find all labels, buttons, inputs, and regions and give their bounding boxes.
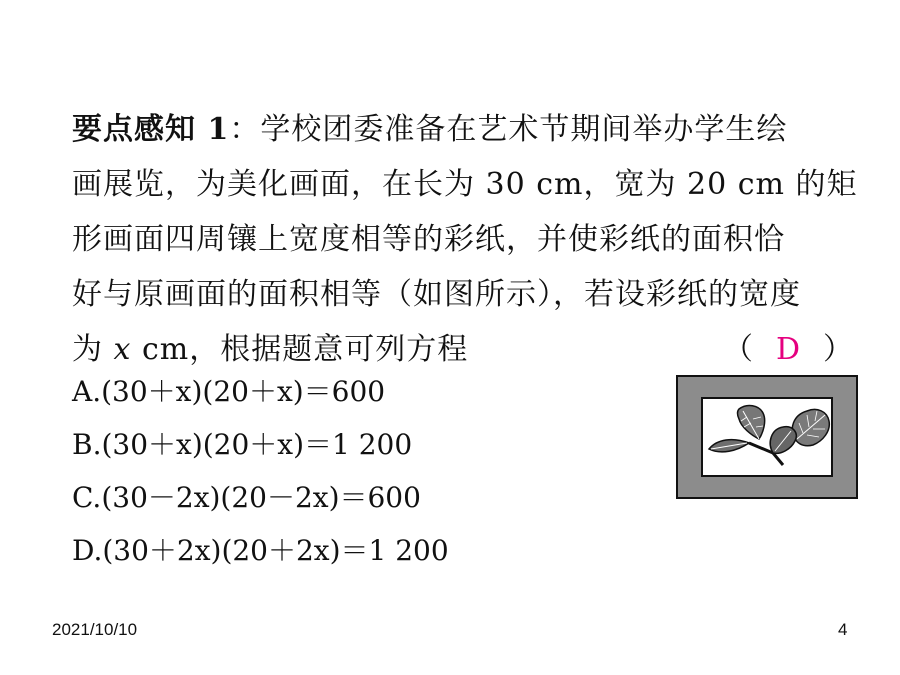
problem-text-line: 画展览，为美化画面，在长为 30 cm，宽为 20 cm 的矩: [72, 167, 858, 202]
option-letter: A.: [72, 375, 102, 408]
painting-area: [701, 397, 833, 477]
problem-line-3: [72, 212, 862, 267]
option-letter: B.: [72, 428, 102, 461]
problem-line-2: [72, 157, 862, 212]
leaf-branch-icon: [703, 399, 831, 475]
problem-text-prefix: 为: [72, 332, 114, 367]
option-text: (30－2x)(20－2x)＝600: [101, 481, 421, 514]
answer-bracket: [723, 322, 854, 377]
problem-line-4: [72, 267, 862, 322]
option-letter: D.: [72, 534, 103, 567]
problem-text-line: 形画面四周镶上宽度相等的彩纸，并使彩纸的面积恰: [72, 222, 785, 257]
option-b: [72, 418, 449, 471]
variable-x: x: [113, 332, 132, 367]
option-c: [72, 471, 449, 524]
problem-text: [72, 102, 862, 377]
answer-open-paren: （: [722, 332, 754, 367]
footer-page-number: 4: [838, 620, 848, 639]
option-text: (30＋x)(20＋x)＝1 200: [101, 428, 413, 461]
answer-letter: D: [775, 332, 801, 367]
option-d: [72, 524, 449, 577]
framed-painting-figure: [676, 375, 858, 499]
problem-text-line: ：学校团委准备在艺术节期间举办学生绘: [229, 112, 788, 147]
problem-line-1: [72, 102, 862, 157]
problem-text-suffix: cm，根据题意可列方程: [131, 332, 469, 367]
option-text: (30＋2x)(20＋2x)＝1 200: [102, 534, 449, 567]
option-letter: C.: [72, 481, 102, 514]
problem-text-line: 好与原画面的面积相等（如图所示），若设彩纸的宽度: [72, 277, 801, 312]
option-a: [72, 365, 449, 418]
options-list: [72, 365, 449, 577]
answer-close-paren: ）: [823, 332, 854, 367]
footer-date: 2021/10/10: [52, 620, 138, 639]
option-text: (30＋x)(20＋x)＝600: [101, 375, 386, 408]
problem-label: 要点感知 1: [72, 112, 230, 147]
